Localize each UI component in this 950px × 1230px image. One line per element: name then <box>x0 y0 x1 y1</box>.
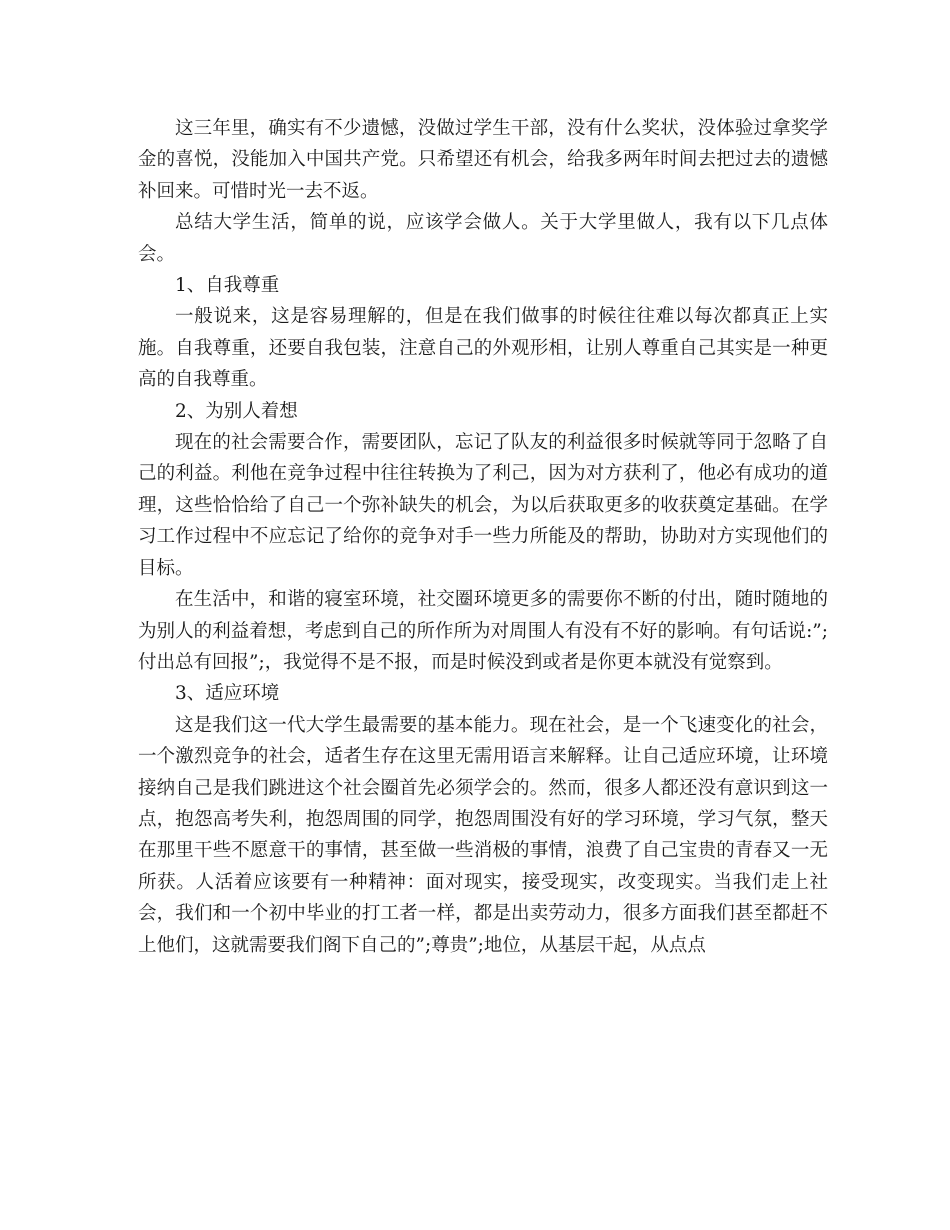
section-heading-self-respect: 1、自我尊重 <box>175 275 280 297</box>
paragraph-daily-life: 在生活中，和谐的寝室环境，社交圈环境更多的需要你不断的付出，随时随地的为别人的利益着想，考虑到自己的所作所为对周围人有没有不好的影响。有句话说:”;付出总有回报”;，我觉得不是不报，而是时候没到或者是你更本就没有觉察到。 <box>138 589 828 673</box>
paragraph-self-respect: 一般说来，这是容易理解的，但是在我们做事的时候往往难以每次都真正上实施。自我尊重，还要自我包装，注意自己的外观形相，让别人尊重自己其实是一种更高的自我尊重。 <box>138 306 828 391</box>
paragraph-adapt-environment: 这是我们这一代大学生最需要的基本能力。现在社会，是一个飞速变化的社会，一个激烈竞争的社会，适者生存在这里无需用语言来解释。让自己适应环境，让环境接纳自己是我们跳进这个社会圈首先必须学会的。然而，很多人都还没有意识到这一点，抱怨高考失利，抱怨周围的同学，抱怨周围没有好的学习环境，学习气氛，整天在那里干些不愿意干的事情，甚至做一些消极的事情，浪费了自己宝贵的青春又一无所获。人活着应该要有一种精神：面对现实，接受现实，改变现实。当我们走上社会，我们和一个初中毕业的打工者一样，都是出卖劳动力，很多方面我们甚至都赶不上他们，这就需要我们阁下自己的”;尊贵”;地位，从基层干起，从点点 <box>138 714 828 956</box>
paragraph-cooperation: 现在的社会需要合作，需要团队，忘记了队友的利益很多时候就等同于忽略了自己的利益。利他在竞争过程中往往转换为了利己，因为对方获利了，他必有成功的道理，这些恰恰给了自己一个弥补缺失的机会，为以后获取更多的收获奠定基础。在学习工作过程中不应忘记了给你的竞争对手一些力所能及的帮助，协助对方实现他们的目标。 <box>138 432 828 579</box>
section-heading-adapt-environment: 3、适应环境 <box>175 683 280 705</box>
paragraph-summary: 总结大学生活，简单的说，应该学会做人。关于大学里做人，我有以下几点体会。 <box>138 212 828 265</box>
paragraph-regrets: 这三年里，确实有不少遗憾，没做过学生干部，没有什么奖状，没体验过拿奖学金的喜悦，没能加入中国共产党。只希望还有机会，给我多两年时间去把过去的遗憾补回来。可惜时光一去不返。 <box>138 118 828 202</box>
section-heading-consider-others: 2、为别人着想 <box>175 400 298 422</box>
document-body <box>138 113 828 961</box>
